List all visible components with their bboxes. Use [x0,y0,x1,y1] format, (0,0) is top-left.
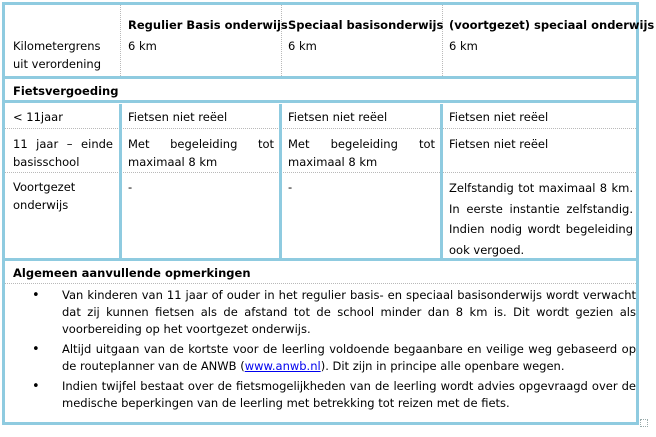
kilometergrens-label-line1: Kilometergrens [13,39,101,53]
bullet2-text-after: ). Dit zijn in principe alle openbare wegen. [320,359,565,373]
row-label-voortgezet-line1: Voortgezet [13,180,76,194]
kilometergrens-label-line2: uit verordening [13,57,102,71]
11-einde-regulier [128,135,274,171]
row-label-under-11: < 11jaar [13,110,63,124]
row-divider [5,128,636,129]
divider-after-kilometergrens [2,76,639,79]
opmerkingen-list [30,287,636,415]
divider-after-fietsvergoeding-title [2,100,639,103]
header-speciaal-basis: Speciaal basisonderwijs [288,18,444,32]
under-11-speciaal: Fietsen niet reëel [288,110,388,124]
row-label-11-einde-basisschool [13,135,113,171]
under-11-regulier: Fietsen niet reëel [128,110,228,124]
anwb-link[interactable]: www.anwb.nl [244,359,321,373]
11-einde-speciaal [288,135,435,171]
kilometergrens-value-speciaal: 6 km [288,39,317,53]
row-label-voortgezet-line2: onderwijs [13,198,69,212]
row-label-11-line1: 11 jaar – einde [13,137,113,151]
row-divider [5,172,636,173]
row-label-11-line2: basisschool [13,155,80,169]
bullet2-text-before: Altijd uitgaan van de kortste voor de leerling voldoende begaanbare en veilige weg gebaseerd op de routeplanner van de ANWB ( [62,342,636,373]
11-einde-speciaal-line2: maximaal 8 km [288,155,378,169]
voortgezet-speciaal: - [288,180,293,194]
opmerkingen-title: Algemeen aanvullende opmerkingen [13,266,251,280]
11-einde-regulier-line2: maximaal 8 km [128,155,218,169]
list-item: • Indien twijfel bestaat over de fietsmogelijkheden van de leerling wordt advies opgevraagd over de medische beperkingen van de leerling met betrekking tot reizen met de fiets. [30,378,636,412]
under-11-voortgezet: Fietsen niet reëel [449,110,549,124]
col-divider [279,104,282,258]
kilometergrens-label [13,37,101,73]
row-label-voortgezet-onderwijs [13,178,75,214]
header-voortgezet-speciaal: (voortgezet) speciaal onderwijs [449,18,655,32]
col-divider [440,104,443,258]
11-einde-voortgezet: Fietsen niet reëel [449,137,549,151]
fietsvergoeding-title: Fietsvergoeding [13,84,119,98]
col-divider [119,104,122,258]
col-divider [120,5,121,76]
11-einde-regulier-line1: Met begeleiding tot [128,137,274,151]
resize-handle-icon [640,419,648,427]
voortgezet-voortgezet: Zelfstandig tot maximaal 8 km. In eerste instantie zelfstandig. Indien nodig wordt begeleiding ook vergoed. [449,181,633,257]
11-einde-speciaal-line1: Met begeleiding tot [288,137,435,151]
list-item: • Van kinderen van 11 jaar of ouder in het regulier basis- en speciaal basisonderwijs wordt verwacht dat zij kunnen fietsen als de afstand tot de school minder dan 8 km is. Dit wordt gezien als voorbereiding op het voortgezet onderwijs. [30,287,636,338]
kilometergrens-value-regulier: 6 km [128,39,157,53]
kilometergrens-value-voortgezet: 6 km [449,39,478,53]
voortgezet-regulier: - [128,180,133,194]
list-item [30,341,636,375]
header-regulier-basis: Regulier Basis onderwijs [128,18,288,32]
row-divider [5,283,636,284]
